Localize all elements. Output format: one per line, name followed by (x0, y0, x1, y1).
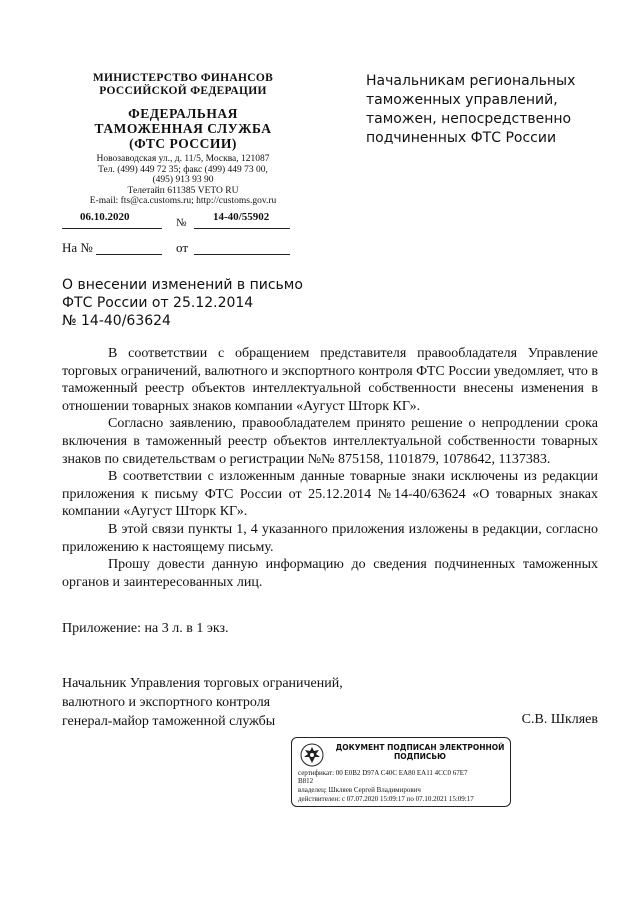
stamp-validity: действителен: с 07.07.2020 15:09:17 по 07.10.2021 15:09:17 (298, 795, 474, 803)
eagle-emblem-icon (299, 742, 325, 768)
from-underline (194, 254, 290, 255)
subject-block (62, 276, 322, 330)
address-line-5: E-mail: fts@ca.customs.ru; http://customs.gov.ru (89, 196, 277, 206)
recipient-line-2: таможенных управлений, (366, 92, 558, 108)
stamp-title (332, 743, 508, 761)
letterhead-address (58, 154, 308, 207)
attachment-note: Приложение: на 3 л. в 1 экз. (62, 621, 229, 636)
address-line-3: (495) 913 93 90 (152, 175, 214, 185)
electronic-signature-stamp (291, 737, 511, 807)
ministry-line-1: МИНИСТЕРСТВО ФИНАНСОВ (92, 72, 274, 84)
registration-number-sign: № (176, 217, 187, 229)
recipient-line-1: Начальникам региональных (366, 73, 576, 89)
recipient-block (366, 72, 606, 148)
registration-number: 14-40/55902 (213, 211, 270, 223)
recipient-line-4: подчиненных ФТС России (366, 130, 557, 146)
signer-line-3: генерал-майор таможенной службы (62, 714, 276, 729)
signer-line-2: валютного и экспортного контроля (62, 695, 271, 710)
signer-name: С.В. Шкляев (521, 712, 598, 727)
recipient-line-3: таможен, непосредственно (366, 111, 572, 127)
address-line-2: Тел. (499) 449 72 35; факс (499) 449 73 00, (98, 164, 268, 175)
body-paragraph-1: В соответствии с обращением представителя правообладателя Управление торговых ограничений, валютного и экспортного контроля ФТС России уведомляет, что в таможенный реестр объектов интеллектуальной собственности внесены изменения в отношении товарных знаков компании «Аугуст Шторк КГ». (62, 346, 598, 414)
subject-line-3: № 14-40/63624 (62, 313, 171, 329)
from-label: от (176, 240, 189, 255)
address-line-4: Телетайп 611385 VETO RU (127, 185, 239, 196)
body-paragraph-5: Прошу довести данную информацию до сведения подчиненных таможенных органов и заинтересованных лиц. (62, 557, 598, 590)
address-line-1: Новозаводская ул., д. 11/5, Москва, 121087 (96, 154, 270, 164)
body-paragraph-4: В этой связи пункты 1, 4 указанного приложения изложены в редакции, согласно приложению к настоящему письму. (62, 521, 598, 555)
signer-line-1: Начальник Управления торговых ограничений, (62, 676, 343, 691)
letter-body (62, 345, 598, 591)
date-underline (62, 228, 162, 229)
service-line-2: ТАМОЖЕННАЯ СЛУЖБА (94, 121, 272, 136)
signer-title (62, 674, 382, 731)
body-paragraph-2: Согласно заявлению, правообладателем принято решение о непродлении срока включения в таможенный реестр объектов интеллектуальной собственности товарных знаков по свидетельствам о регистрации №№ 875158, 1101879, 1078642, 1137383. (62, 416, 598, 467)
subject-line-2: ФТС России от 25.12.2014 (62, 295, 254, 311)
letterhead-service (58, 106, 308, 151)
stamp-certificate-line-1: сертификат: 00 E0B2 D97A C40C EA80 EA11 4CC0 67E7 (298, 769, 468, 777)
stamp-owner: владелец: Шкляев Сергей Владимирович (298, 786, 421, 794)
subject-line-1: О внесении изменений в письмо (62, 277, 303, 293)
service-line-1: ФЕДЕРАЛЬНАЯ (128, 106, 238, 121)
service-line-3: (ФТС РОССИИ) (129, 136, 237, 151)
letterhead-ministry (58, 72, 308, 98)
stamp-certificate-line-2: B812 (298, 777, 314, 785)
reference-underline (96, 254, 162, 255)
registration-date: 06.10.2020 (80, 211, 130, 223)
stamp-title-line-1: ДОКУМЕНТ ПОДПИСАН ЭЛЕКТРОННОЙ (335, 743, 505, 752)
ministry-line-2: РОССИЙСКОЙ ФЕДЕРАЦИИ (99, 85, 267, 97)
body-paragraph-3: В соответствии с изложенным данные товарные знаки исключены из редакции приложения к письму ФТС России от 25.12.2014 №14-40/63624 «О товарных знаках компании «Аугуст Шторк КГ». (62, 469, 598, 520)
reference-label: На № (62, 240, 93, 255)
stamp-title-line-2: ПОДПИСЬЮ (394, 752, 446, 761)
number-underline (194, 228, 290, 229)
